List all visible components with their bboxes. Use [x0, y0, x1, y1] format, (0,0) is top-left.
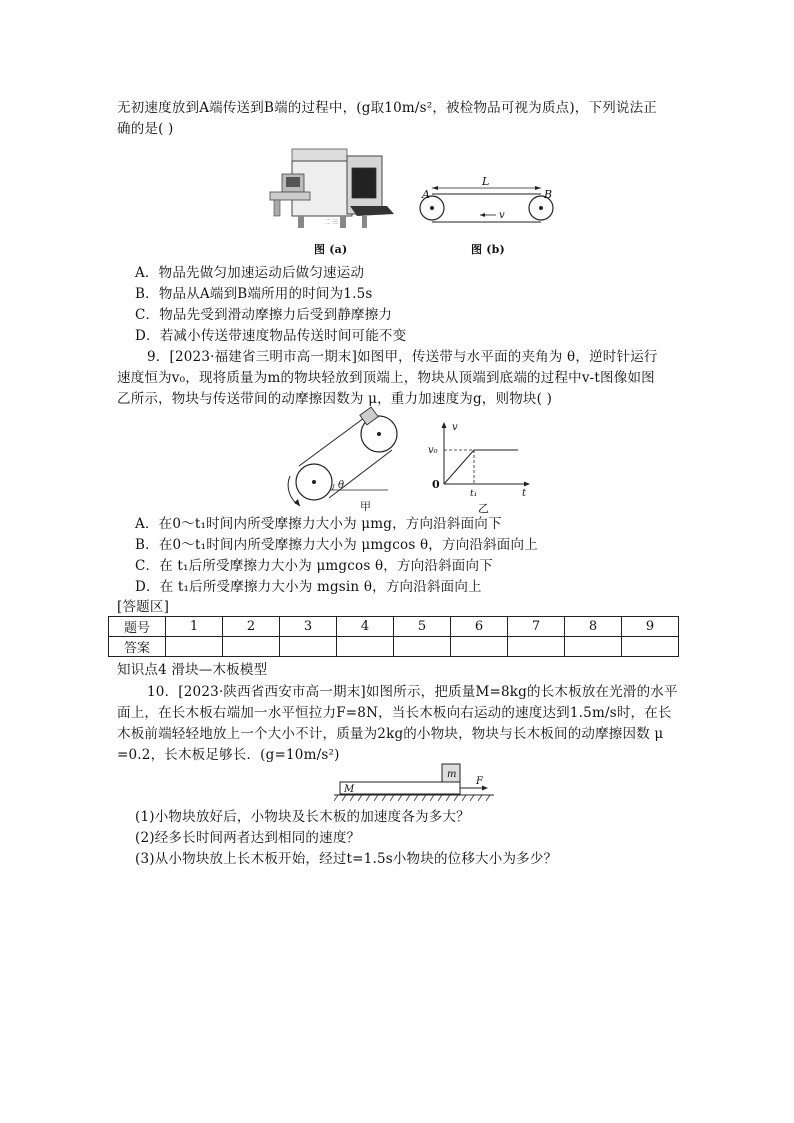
- q8-option-a: A．物品先做匀加速运动后做匀速运动: [135, 265, 365, 281]
- q10-stem-line-4: =0.2，长木板足够长．(g=10m/s²): [117, 747, 340, 763]
- svg-text:二 三: 二 三: [324, 219, 338, 226]
- answer-cell[interactable]: [565, 637, 622, 657]
- label-yi: 乙: [478, 502, 489, 514]
- answer-area-label: [答题区]: [117, 599, 170, 615]
- v0-label: v₀: [428, 445, 438, 456]
- q9-stem-line-3: 乙所示，物块与传送带间的动摩擦因数为 μ，重力加速度为g，则物块( ): [117, 391, 553, 407]
- question-number-cell: 9: [622, 617, 679, 637]
- label-B: B: [544, 188, 553, 201]
- origin-label: 0: [432, 478, 440, 491]
- q10-stem-line-1: 10．[2023·陕西省西安市高一期末]如图所示，把质量M=8kg的长木板放在光滑的水平: [147, 684, 678, 700]
- answer-cell[interactable]: [508, 637, 565, 657]
- q9-option-a: A．在0～t₁时间内所受摩擦力大小为 μmg，方向沿斜面向下: [135, 516, 502, 532]
- q9-stem-line-2: 速度恒为v₀，现将质量为m的物块轻放到顶端上，物块从顶端到底端的过程中v-t图像如图: [117, 370, 655, 386]
- label-M: M: [344, 784, 355, 795]
- answer-table-header-row: [109, 617, 679, 637]
- answer-cell[interactable]: [280, 637, 337, 657]
- label-v: v: [499, 210, 505, 221]
- answer-table: [108, 616, 679, 657]
- theta-label: θ: [338, 480, 345, 491]
- question-number-cell: 3: [280, 617, 337, 637]
- question-number-cell: 4: [337, 617, 394, 637]
- question-number-cell: 5: [394, 617, 451, 637]
- answer-cell[interactable]: [622, 637, 679, 657]
- q10-stem-line-3: 木板前端轻轻地放上一个大小不计，质量为2kg的小物块，物块与长木板间的动摩擦因数 μ: [117, 726, 664, 742]
- q9-option-c: C．在 t₁后所受摩擦力大小为 μmgcos θ，方向沿斜面向下: [135, 558, 493, 574]
- q10-stem-line-2: 面上，在长木板右端加一水平恒拉力F=8N，当长木板向右运动的速度达到1.5m/s时，在长: [117, 705, 672, 721]
- answer-header: 答案: [109, 637, 166, 657]
- q10-sub-3: (3)从小物块放上长木板开始，经过t=1.5s小物块的位移大小为多少？: [135, 851, 558, 867]
- question-number-cell: 1: [166, 617, 223, 637]
- label-F: F: [476, 776, 483, 787]
- axis-v-label: v: [452, 422, 458, 433]
- section-title: 知识点4 滑块—木板模型: [117, 662, 268, 678]
- q8-stem-line-1: 无初速度放到A端传送到B端的过程中，(g取10m/s²，被检物品可视为质点)，下列说法正: [117, 100, 658, 116]
- label-jia: 甲: [360, 500, 371, 512]
- figure-a-caption: 图 (a): [314, 243, 348, 256]
- question-number-cell: 8: [565, 617, 622, 637]
- question-number-header: 题号: [109, 617, 166, 637]
- answer-cell[interactable]: [451, 637, 508, 657]
- axis-t-label: t: [522, 488, 527, 499]
- q9-option-d: D．在 t₁后所受摩擦力大小为 mgsin θ，方向沿斜面向上: [135, 579, 482, 595]
- conveyor-belt-figure: [418, 174, 556, 228]
- answer-cell[interactable]: [166, 637, 223, 657]
- figure-b-caption: 图 (b): [471, 243, 505, 256]
- label-m: m: [447, 769, 457, 780]
- v-t-graph-figure: [424, 418, 534, 514]
- question-number-cell: 6: [451, 617, 508, 637]
- q10-sub-1: (1)小物块放好后，小物块及长木板的加速度各为多大？: [135, 809, 470, 825]
- inclined-conveyor-figure: [282, 406, 400, 512]
- label-A: A: [422, 188, 430, 201]
- question-number-cell: 7: [508, 617, 565, 637]
- label-L: L: [482, 175, 490, 188]
- xray-scanner-figure: [262, 144, 394, 240]
- q9-option-b: B．在0～t₁时间内所受摩擦力大小为 μmgcos θ，方向沿斜面向上: [135, 537, 538, 553]
- q8-option-c: C．物品先受到滑动摩擦力后受到静摩擦力: [135, 307, 393, 323]
- answer-cell[interactable]: [223, 637, 280, 657]
- q9-stem-line-1: 9．[2023·福建省三明市高一期末]如图甲，传送带与水平面的夹角为 θ，逆时针运行: [147, 349, 658, 365]
- question-number-cell: 2: [223, 617, 280, 637]
- q8-stem-line-2: 确的是( ): [117, 121, 174, 137]
- block-on-board-figure: [330, 762, 496, 804]
- q10-sub-2: (2)经多长时间两者达到相同的速度？: [135, 830, 361, 846]
- q8-option-b: B．物品从A端到B端所用的时间为1.5s: [135, 286, 373, 302]
- answer-cell[interactable]: [394, 637, 451, 657]
- t1-label: t₁: [470, 489, 478, 499]
- answer-table-answer-row: [109, 637, 679, 657]
- answer-cell[interactable]: [337, 637, 394, 657]
- q8-option-d: D．若减小传送带速度物品传送时间可能不变: [135, 328, 407, 344]
